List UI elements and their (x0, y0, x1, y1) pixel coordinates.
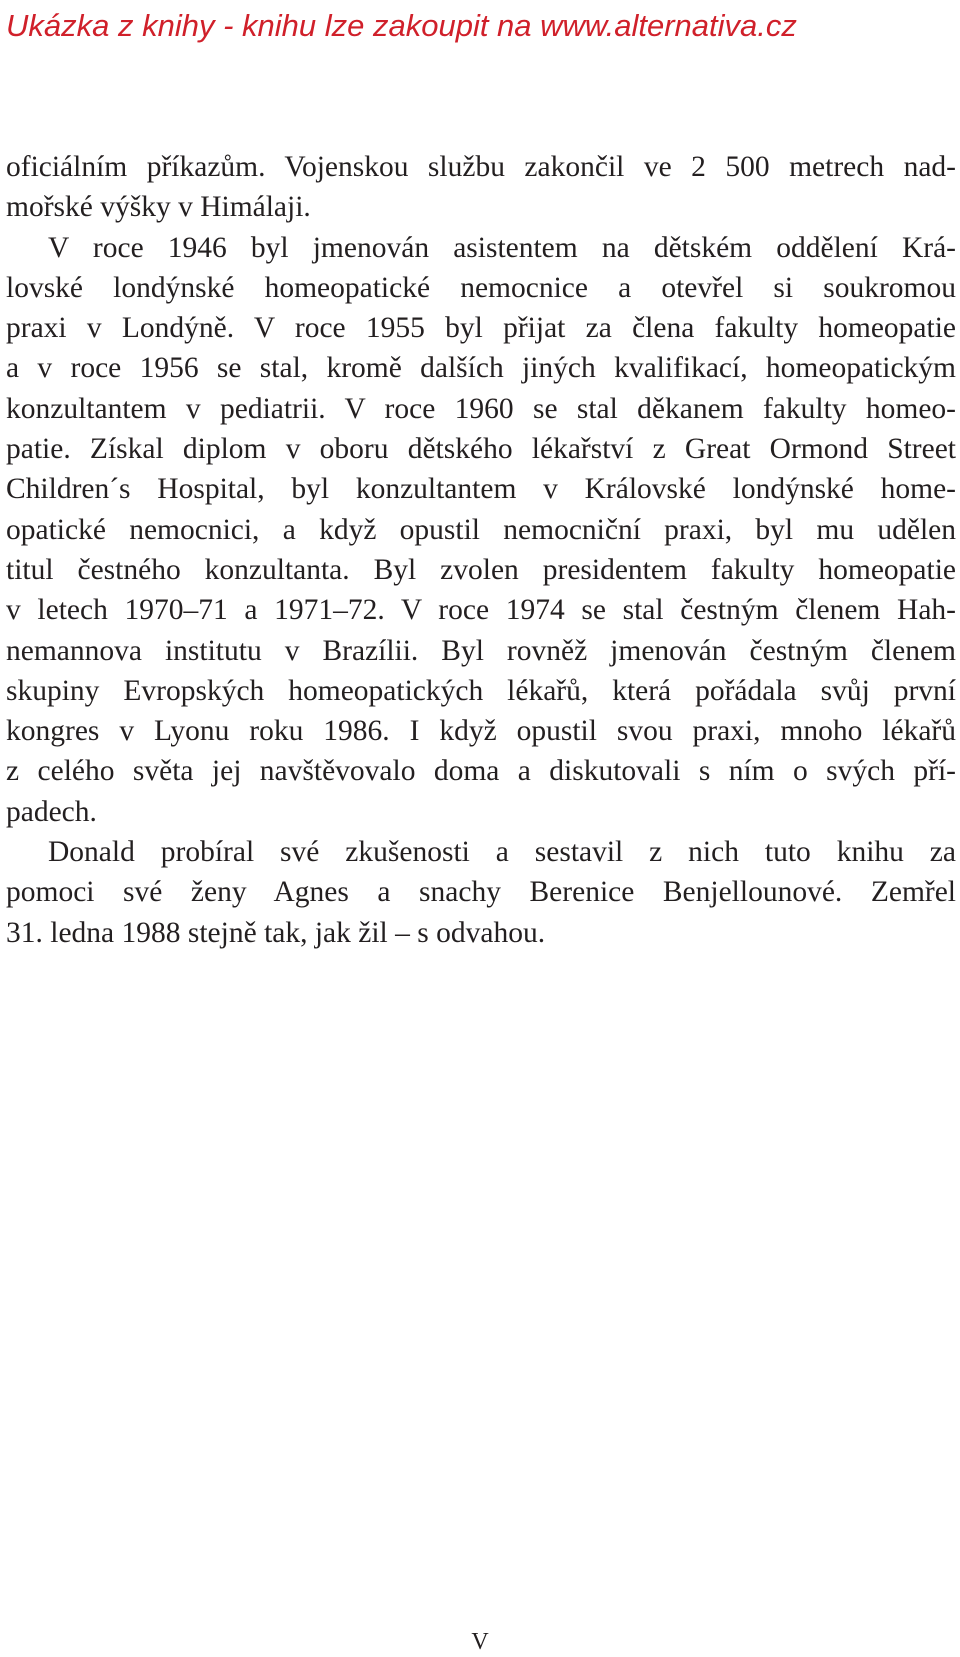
text-line: lovské londýnské homeopatické nemocnice a otevřel si soukromou (6, 271, 956, 304)
text-line: konzultantem v pediatrii. V roce 1960 se stal děkanem fakulty homeo- (6, 392, 956, 425)
text-line: 31. ledna 1988 stejně tak, jak žil – s odvahou. (6, 916, 546, 949)
text-line: v letech 1970–71 a 1971–72. V roce 1974 se stal čestným členem Hah- (6, 594, 956, 627)
text-line: V roce 1946 byl jmenován asistentem na dětském oddělení Krá- (48, 231, 956, 264)
promo-banner: Ukázka z knihy - knihu lze zakoupit na www.alternativa.cz (6, 8, 797, 43)
text-line: praxi v Londýně. V roce 1955 byl přijat za člena fakulty homeopatie (6, 312, 956, 345)
text-line: kongres v Lyonu roku 1986. I když opustil svou praxi, mnoho lékařů (6, 715, 956, 748)
text-line: padech. (6, 795, 97, 828)
text-line: nemannova institutu v Brazílii. Byl rovněž jmenován čestným členem (6, 634, 956, 667)
text-line: patie. Získal diplom v oboru dětského lékařství z Great Ormond Street (6, 433, 956, 466)
text-line: mořské výšky v Himálaji. (6, 191, 311, 224)
text-line: z celého světa jej navštěvovalo doma a diskutovali s ním o svých pří- (6, 755, 956, 788)
page-number: V (471, 1629, 489, 1655)
text-line: opatické nemocnici, a když opustil nemocniční praxi, byl mu udělen (6, 513, 956, 546)
text-line: oficiálním příkazům. Vojenskou službu zakončil ve 2 500 metrech nad- (6, 151, 956, 183)
text-line: titul čestného konzultanta. Byl zvolen presidentem fakulty homeopatie (6, 553, 956, 586)
text-line: a v roce 1956 se stal, kromě dalších jiných kvalifikací, homeopatickým (6, 352, 956, 385)
text-line: skupiny Evropských homeopatických lékařů, která pořádala svůj první (6, 674, 956, 707)
text-line: pomoci své ženy Agnes a snachy Berenice Benjellounové. Zemřel (6, 876, 956, 909)
text-line: Children´s Hospital, byl konzultantem v Královské londýnské home- (6, 473, 956, 506)
text-line: Donald probíral své zkušenosti a sestavil z nich tuto knihu za (48, 836, 956, 869)
book-body-text (6, 147, 956, 953)
